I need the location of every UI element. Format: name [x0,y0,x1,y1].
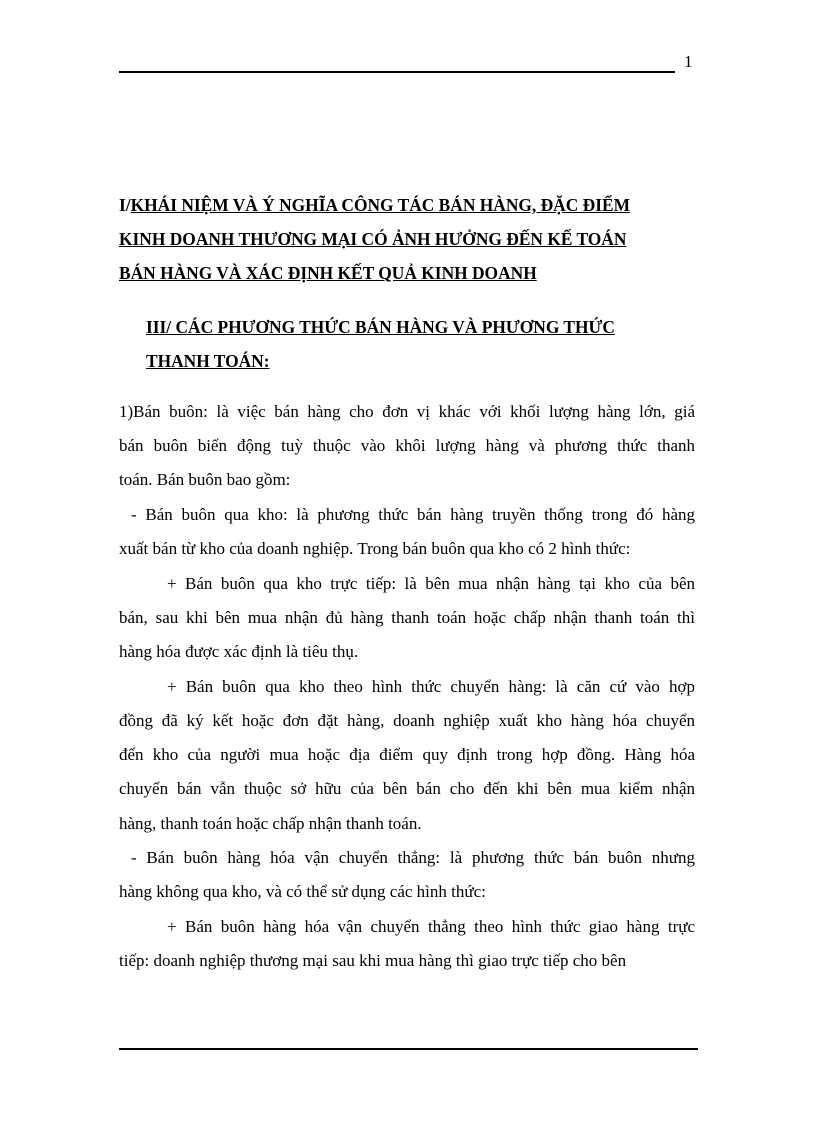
body-line: hàng không qua kho, và có thể sử dụng các hình thức: [119,882,486,901]
body-line: bán, sau khi bên mua nhận đủ hàng thanh toán hoặc chấp nhận thanh toán thì [119,608,695,627]
footer-rule [119,1048,698,1050]
sub-heading-line-2: THANH TOÁN: [146,351,270,371]
body-line: + Bán buôn qua kho theo hình thức chuyển hàng: là căn cứ vào hợp [167,677,695,696]
main-heading-line-3: BÁN HÀNG VÀ XÁC ĐỊNH KẾT QUẢ KINH DOANH [119,263,537,283]
body-line: - Bán buôn hàng hóa vận chuyển thẳng: là phương thức bán buôn nhưng [131,848,695,867]
sub-heading-line-1: III/ CÁC PHƯƠNG THỨC BÁN HÀNG VÀ PHƯƠNG THỨC [146,317,615,337]
main-heading-line-1-text: KHÁI NIỆM VÀ Ý NGHĨA CÔNG TÁC BÁN HÀNG, ĐẶC ĐIỂM [130,195,630,215]
main-heading [119,188,699,290]
body-line: - Bán buôn qua kho: là phương thức bán hàng truyền thống trong đó hàng [131,505,695,524]
main-heading-line-2: KINH DOANH THƯƠNG MẠI CÓ ẢNH HƯỞNG ĐẾN KẾ TOÁN [119,229,627,249]
body-line: chuyển bán vẫn thuộc sở hữu của bên bán cho đến khi bên mua kiểm nhận [119,779,695,798]
body-line: bán buôn biến động tuỳ thuộc vào khôi lượng hàng và phương thức thanh [119,436,695,455]
body-line: đồng đã ký kết hoặc đơn đặt hàng, doanh nghiệp xuất kho hàng hóa chuyển [119,711,695,730]
body-line: 1)Bán buôn: là việc bán hàng cho đơn vị khác với khối lượng hàng lớn, giá [119,402,695,421]
header-rule [119,71,675,73]
body-line: đến kho của người mua hoặc địa điểm quy định trong hợp đồng. Hàng hóa [119,745,695,764]
body-line: hàng hóa được xác định là tiêu thụ. [119,642,359,661]
body-line: + Bán buôn hàng hóa vận chuyển thẳng theo hình thức giao hàng trực [167,917,695,936]
body-line: toán. Bán buôn bao gồm: [119,470,291,489]
body-line: + Bán buôn qua kho trực tiếp: là bên mua nhận hàng tại kho của bên [167,574,695,593]
main-heading-line-1 [119,188,699,222]
body-line: hàng, thanh toán hoặc chấp nhận thanh toán. [119,814,422,833]
body-line: xuất bán từ kho của doanh nghiệp. Trong bán buôn qua kho có 2 hình thức: [119,539,631,558]
page-number: 1 [684,52,693,71]
sub-heading [146,310,686,378]
body-line: tiếp: doanh nghiệp thương mại sau khi mua hàng thì giao trực tiếp cho bên [119,951,627,970]
main-heading-prefix: I/ [119,195,131,215]
